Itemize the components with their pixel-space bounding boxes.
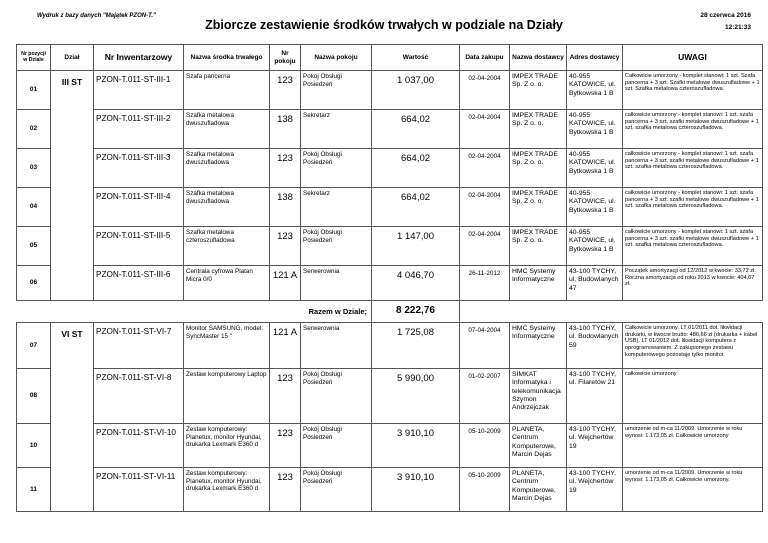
supplier-name: IMPEX TRADE Sp. Z o. o. (510, 227, 567, 266)
asset-name: Szafka metalowa czteroszufladowa (184, 227, 270, 266)
inventory-number: PZON-T.011-ST-III-2 (94, 110, 184, 149)
room-name: Pokój Obsługi Posiedzeń (301, 71, 372, 110)
table-row (17, 71, 763, 110)
supplier-address: 40-955 KATOWICE, ul. Bytkowska 1 B (567, 227, 623, 266)
asset-value: 664,02 (372, 110, 460, 149)
col-header-room-nr: Nr pokoju (270, 45, 301, 71)
inventory-number: PZON-T.011-ST-VI-7 (94, 323, 184, 369)
room-name: Sekretarz (301, 110, 372, 149)
notes: Całkowicie umorzony. LT 01/2011 dot. likwidacji drukarki, w kwocie brutto: 486,66 zł (drukarka + kabel USB). LT 01/2012 dot. likwidacji komputera z oprogramowaniem. Z zakupionego zestawu komputerowego pozostaje tylko monitor. (623, 323, 763, 369)
supplier-name: PLANETA, Centrum Komputerowe, Marcin Dejas (510, 468, 567, 512)
room-name: Sekretarz (301, 188, 372, 227)
row-number: 01 (17, 71, 51, 110)
supplier-name: IMPEX TRADE Sp. Z o. o. (510, 188, 567, 227)
table-row (17, 468, 763, 512)
supplier-name: IMPEX TRADE Sp. Z o. o. (510, 110, 567, 149)
room-number: 138 (270, 188, 301, 227)
room-name: Serwerownia (301, 266, 372, 301)
room-name: Pokój Obsługi Posiedzeń (301, 227, 372, 266)
asset-value: 664,02 (372, 149, 460, 188)
asset-name: Centrala cyfrowa Platan Micra 0/0 (184, 266, 270, 301)
purchase-date: 01-02-2007 (460, 369, 510, 424)
room-name: Pokój Obsługi Posiedzeń (301, 149, 372, 188)
supplier-name: IMPEX TRADE Sp. Z o. o. (510, 71, 567, 110)
col-header-value: Wartość (372, 45, 460, 71)
table-row (17, 369, 763, 424)
room-number: 123 (270, 424, 301, 468)
supplier-name: HMC Systemy Informatyczne (510, 323, 567, 369)
supplier-address: 43-100 TYCHY, ul. Budowlanych 59 (567, 323, 623, 369)
inventory-number: PZON-T.011-ST-VI-11 (94, 468, 184, 512)
purchase-date: 05-10-2009 (460, 424, 510, 468)
group-vi-st (17, 323, 763, 512)
asset-value: 1 147,00 (372, 227, 460, 266)
report-time: 12:21:33 (724, 24, 751, 31)
supplier-address: 40-955 KATOWICE, ul. Bytkowska 1 B (567, 71, 623, 110)
purchase-date: 02-04-2004 (460, 149, 510, 188)
report-title: Zbiorcze zestawienie środków trwałych w podziale na Działy (205, 18, 563, 32)
room-name: Pokój Obsługi Posiedzeń (301, 468, 372, 512)
report-date: 28 czerwca 2016 (700, 12, 751, 19)
col-header-date: Data zakupu (460, 45, 510, 71)
table-row (17, 424, 763, 468)
asset-name: Szafka metalowa dwuszufladowa (184, 149, 270, 188)
supplier-address: 43-100 TYCHY, ul. Budowlanych 47 (567, 266, 623, 301)
row-number: 02 (17, 110, 51, 149)
table-row (17, 227, 763, 266)
asset-value: 3 910,10 (372, 424, 460, 468)
supplier-address: 40-955 KATOWICE, ul. Bytkowska 1 B (567, 110, 623, 149)
asset-value: 664,02 (372, 188, 460, 227)
report-source: Wydruk z bazy danych "Majątek PZON-T." (37, 13, 156, 19)
dzial-label: III ST (51, 71, 94, 301)
row-number: 03 (17, 149, 51, 188)
room-name: Serwerownia (301, 323, 372, 369)
supplier-address: 40-955 KATOWICE, ul. Bytkowska 1 B (567, 188, 623, 227)
purchase-date: 02-04-2004 (460, 227, 510, 266)
purchase-date: 26-11-2012 (460, 266, 510, 301)
notes: umorzenie od m-ca 11/2009. Umorzenie w roku wynosi: 1.173,05 zł. Całkowicie umorzony. (623, 468, 763, 512)
asset-value: 1 725,08 (372, 323, 460, 369)
supplier-name: PLANETA, Centrum Komputerowe, Marcin Dejas (510, 424, 567, 468)
row-number: 07 (17, 323, 51, 369)
room-name: Pokój Obsługi Posiedzeń (301, 424, 372, 468)
supplier-name: HMC Systemy Informatyczne (510, 266, 567, 301)
asset-value: 5 990,00 (372, 369, 460, 424)
room-number: 123 (270, 369, 301, 424)
supplier-address: 43-100 TYCHY, ul. Wejchertów 19 (567, 468, 623, 512)
row-number: 08 (17, 369, 51, 424)
room-number: 121 A (270, 323, 301, 369)
purchase-date: 02-04-2004 (460, 71, 510, 110)
notes: całkowicie umorzony - komplet stanowi: 1 szt. szafa pancerna + 3 szt. szafki metalowe dwuszufladowe + 1 szt. szafka metalowa czteroszufladowa. (623, 227, 763, 266)
col-header-name: Nazwa środka trwałego (184, 45, 270, 71)
supplier-address: 43-100 TYCHY, ul. Wejchertów 19 (567, 424, 623, 468)
asset-name: Szafka metalowa dwuszufladowa (184, 110, 270, 149)
table-header-row (17, 45, 763, 71)
asset-name: Zestaw komputerowy: Planetux, monitor Hyundai, drukarka Lexmark E360 d (184, 424, 270, 468)
col-header-notes: UWAGI (623, 45, 763, 71)
purchase-date: 02-04-2004 (460, 188, 510, 227)
supplier-address: 43-100 TYCHY, ul. Filaretów 21 (567, 369, 623, 424)
purchase-date: 05-10-2009 (460, 468, 510, 512)
purchase-date: 07-04-2004 (460, 323, 510, 369)
table-row (17, 149, 763, 188)
group-iii-st-summary (17, 301, 763, 323)
room-number: 123 (270, 149, 301, 188)
inventory-number: PZON-T.011-ST-III-3 (94, 149, 184, 188)
supplier-name: IMPEX TRADE Sp. Z o. o. (510, 149, 567, 188)
sum-value: 8 222,76 (372, 301, 460, 323)
asset-name: Szafka metalowa dwuszufladowa (184, 188, 270, 227)
asset-value: 1 037,00 (372, 71, 460, 110)
notes: całkowicie umorzony - komplet stanowi: 1 szt. szafa pancerna + 3 szt. szafki metalowe dwuszufladowe + 1 szt. szafka metalowa czteroszufladowa. (623, 149, 763, 188)
col-header-dzial: Dział (51, 45, 94, 71)
inventory-number: PZON-T.011-ST-VI-8 (94, 369, 184, 424)
table-row (17, 110, 763, 149)
asset-name: Monitor SAMSUNG, model: SyncMaster 15 " (184, 323, 270, 369)
row-number: 04 (17, 188, 51, 227)
col-header-supplier: Nazwa dostawcy (510, 45, 567, 71)
room-number: 138 (270, 110, 301, 149)
asset-value: 3 910,10 (372, 468, 460, 512)
asset-name: Zestaw komputerowy Laptop (184, 369, 270, 424)
inventory-number: PZON-T.011-ST-III-5 (94, 227, 184, 266)
room-number: 121 A (270, 266, 301, 301)
col-header-address: Adres dostawcy (567, 45, 623, 71)
asset-name: Zestaw komputerowy: Planetux, monitor Hyundai, drukarka Lexmark E360 d (184, 468, 270, 512)
notes: całkowicie umorzony - komplet stanowi: 1 szt. szafa pancerna + 3 szt. szafki metalowe dwuszufladowe + 1 szt. szafka metalowa czteroszufladowa. (623, 110, 763, 149)
row-number: 05 (17, 227, 51, 266)
notes: całkowicie umorzony - komplet stanowi: 1 szt. szafa pancerna + 3 szt. szafki metalowe dwuszufladowe + 1 szt. szafka metalowa czteroszufladowa. (623, 188, 763, 227)
supplier-name: SIMKAT Informatyka i telekomunikacja Szymon Andrzejczak (510, 369, 567, 424)
room-number: 123 (270, 71, 301, 110)
asset-name: Szafa pancerna (184, 71, 270, 110)
room-number: 123 (270, 227, 301, 266)
table-row (17, 266, 763, 301)
room-name: Pokój Obsługi Posiedzeń (301, 369, 372, 424)
table-row (17, 188, 763, 227)
notes: Początek amortyzacji od 12/2012 w kwocie: 33,72 zł. Roczna amortyzacja od roku 2013 w kwocie: 404,67 zł. (623, 266, 763, 301)
group-iii-st (17, 71, 763, 301)
inventory-number: PZON-T.011-ST-III-6 (94, 266, 184, 301)
row-number: 11 (17, 468, 51, 512)
notes: całkowicie umorzony (623, 369, 763, 424)
table-row (17, 323, 763, 369)
notes: Całkowicie umorzony - komplet stanowi: 1 szt. Szafa pancerna + 3 szt. Szafki metalowe dwuszufladowe + 1 szt. Szafka metalowa czteroszufladowa. (623, 71, 763, 110)
room-number: 123 (270, 468, 301, 512)
asset-value: 4 046,70 (372, 266, 460, 301)
row-number: 10 (17, 424, 51, 468)
row-number: 06 (17, 266, 51, 301)
inventory-number: PZON-T.011-ST-III-1 (94, 71, 184, 110)
col-header-room-name: Nazwa pokoju (301, 45, 372, 71)
col-header-nr: Nr pozycji w Dziale (17, 45, 51, 71)
supplier-address: 40-955 KATOWICE, ul. Bytkowska 1 B (567, 149, 623, 188)
sum-label: Razem w Dziale; (308, 306, 367, 316)
purchase-date: 02-04-2004 (460, 110, 510, 149)
inventory-number: PZON-T.011-ST-VI-10 (94, 424, 184, 468)
dzial-label: VI ST (51, 323, 94, 512)
col-header-inv: Nr Inwentarzowy (94, 45, 184, 71)
assets-table (16, 44, 763, 512)
notes: umorzenie od m-ca 11/2009. Umorzenie w roku wynosi: 1.173,05 zł. Całkowicie umorzony (623, 424, 763, 468)
inventory-number: PZON-T.011-ST-III-4 (94, 188, 184, 227)
